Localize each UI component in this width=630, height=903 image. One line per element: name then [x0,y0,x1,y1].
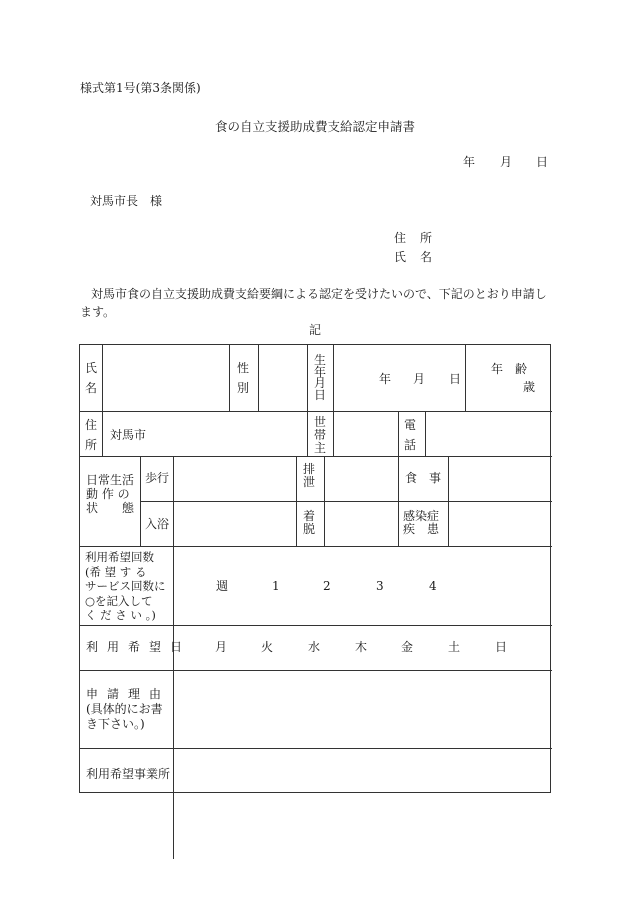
week-label: 週 [216,579,229,593]
sex-label: 性 別 [236,361,249,395]
infection-label: 感染症 疾 患 [403,509,440,536]
adl-label: 日常生活 動 作 の 状 態 [86,473,135,515]
birth-year-label: 年 [379,372,392,386]
frequency-label: 利用希望回数 (希 望 す る サービス回数に ○を記入して く だ さ い 。) [85,550,166,622]
date-year-label: 年 [463,155,476,169]
address-value: 対馬市 [110,428,147,442]
birth-month-label: 月 [413,372,426,386]
desired-days-label: 利用希望日 [86,640,192,654]
applicant-address-label: 住 所 [394,231,433,245]
address-label: 住 所 [84,418,97,452]
applicant-name-label: 氏 名 [394,250,433,264]
date-month-label: 月 [500,155,513,169]
day-tue: 火 [261,640,274,654]
phone-label: 電 話 [403,418,416,452]
walking-label: 歩行 [145,471,170,485]
day-sun: 日 [495,640,508,654]
application-table [79,344,551,793]
eating-label: 食 事 [405,471,442,485]
body-text: 対馬市食の自立支援助成費支給要綱による認定を受けたいので、下記のとおり申請します。 [80,287,547,319]
bathing-label: 入浴 [145,517,170,531]
day-sat: 土 [448,640,461,654]
day-fri: 金 [401,640,414,654]
name-label: 氏 名 [84,361,97,395]
date-day-label: 日 [536,155,549,169]
provider-label: 利用希望事業所 [86,767,171,781]
document-title: 食の自立支援助成費支給認定申請書 [214,119,415,134]
ki-label: 記 [308,323,321,337]
day-mon: 月 [215,640,228,654]
day-thu: 木 [355,640,368,654]
age-label: 年 齢 [491,362,528,376]
excretion-label: 排 泄 [302,462,315,489]
frequency-option-2: 2 [323,579,331,593]
birth-day-label: 日 [449,372,462,386]
age-unit: 歳 [523,380,536,394]
frequency-option-3: 3 [376,579,384,593]
dressing-label: 着 脱 [302,509,315,536]
day-wed: 水 [308,640,321,654]
frequency-option-1: 1 [272,579,280,593]
birth-date-label: 生 年 月 日 [313,353,326,402]
addressee: 対馬市長 様 [90,194,163,208]
form-number: 様式第1号(第3条関係) [80,81,201,95]
frequency-option-4: 4 [429,579,437,593]
reason-label: 申請理由 (具体的にお書 き下さい。) [86,687,171,731]
household-head-label: 世 帯 主 [313,415,326,455]
